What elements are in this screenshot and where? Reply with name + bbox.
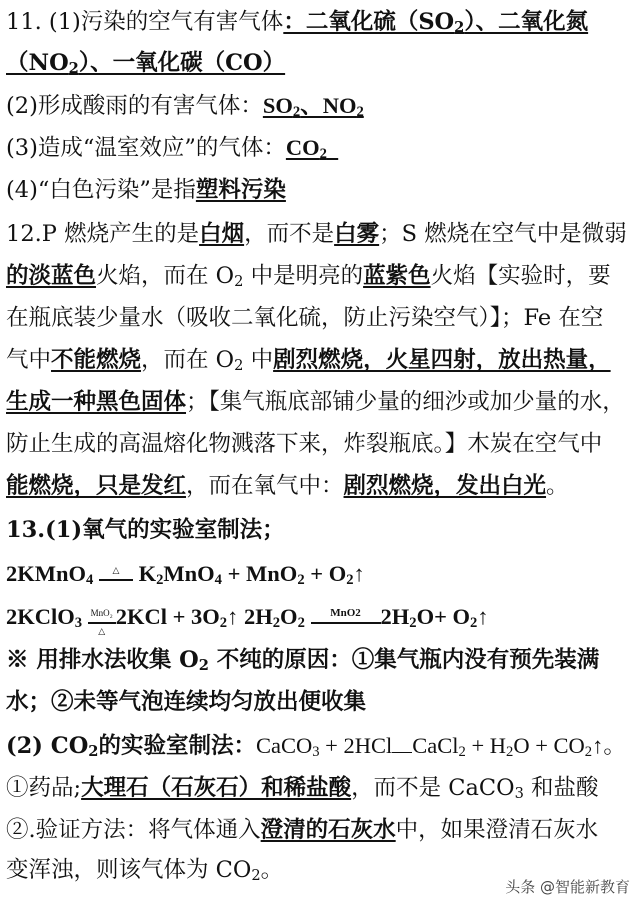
equals-bar [392, 752, 412, 753]
q11-line-2 [6, 45, 636, 87]
formula: 2H [380, 604, 410, 629]
answer-text: CO [285, 135, 320, 160]
note-text: 水；②未等气泡连续均匀放出便收集 [6, 689, 367, 715]
text: 中是明亮的 [243, 263, 364, 289]
answer-text: 、NO [300, 93, 357, 118]
condition-catalyst: MnO2 [330, 607, 361, 619]
text: ；【集气瓶底部铺少量的细沙或加少量的水， [186, 389, 625, 415]
subscript: 2 [234, 273, 244, 290]
subscript: 2 [356, 104, 364, 120]
answer-text: ）、二氧化氮 [464, 9, 589, 35]
reaction-arrow [99, 567, 133, 581]
drug-line [6, 770, 636, 812]
subscript: 2 [297, 572, 305, 588]
answer-text: 剧烈燃烧，发出白光 [343, 473, 547, 499]
equals-bar [88, 622, 116, 624]
q11-line-5 [6, 172, 636, 208]
subscript: 2 [88, 743, 99, 760]
formula: K [138, 561, 157, 586]
subscript: 2 [584, 744, 593, 760]
answer-text: 白烟 [199, 221, 245, 247]
answer-text: 塑料污染 [195, 177, 286, 203]
watermark: 头条 @智能新教育 [505, 878, 630, 896]
q11-line-4 [6, 130, 636, 172]
text: (4)“白色污染”是指 [6, 177, 196, 203]
text: 11. (1)污染的空气有害气体 [6, 9, 284, 35]
q11-line-1 [6, 4, 636, 46]
formula: 2KCl + 3O [115, 604, 220, 629]
subscript: 2 [234, 357, 244, 374]
q12-line-4 [6, 342, 636, 384]
text: ，而不是 [244, 221, 335, 247]
equals-bar [99, 579, 133, 581]
text: 气中 [6, 347, 52, 373]
subscript: 3 [514, 785, 524, 802]
reaction-arrow [311, 607, 381, 624]
condition-catalyst: MnO₂ [90, 608, 113, 618]
formula: ↑。 [592, 733, 626, 758]
subscript: 4 [214, 572, 222, 588]
subscript: 2 [156, 572, 164, 588]
subscript: 2 [319, 146, 327, 162]
subscript: 2 [292, 104, 301, 120]
formula: O+ O [416, 604, 471, 629]
q11-line-3 [6, 88, 636, 130]
text: 的实验室制法： [98, 733, 256, 759]
q12-line-1 [6, 216, 636, 252]
gas-arrow: ↑ [353, 561, 365, 586]
reaction-arrow [88, 608, 116, 636]
subscript: 2 [458, 744, 466, 760]
subscript: 3 [312, 744, 320, 760]
answer-text: 剧烈燃烧，火星四射，放出热量， [273, 347, 611, 373]
formula: CaCO [255, 733, 313, 758]
text: (2)形成酸雨的有害气体： [6, 93, 263, 119]
formula: O + CO [513, 733, 585, 758]
text: (3)造成“温室效应”的气体： [6, 135, 286, 161]
text: 12.P 燃烧产生的是 [6, 221, 200, 247]
subscript: 2 [454, 19, 465, 36]
equation-kclo3-h2o2 [6, 599, 636, 641]
text: 。 [260, 857, 284, 883]
answer-blank [327, 135, 338, 160]
text: 防止生成的高温熔化物溅落下来，炸裂瓶底。】木炭在空气中 [6, 431, 603, 457]
condition-heat: △ [98, 626, 106, 636]
subscript: 2 [297, 615, 305, 631]
condition-heat: △ [112, 565, 120, 575]
text: 。 [546, 473, 569, 499]
subscript: 2 [470, 615, 478, 631]
q12-line-5 [6, 384, 636, 420]
equation-kmno4 [6, 556, 636, 598]
answer-text: ）、一氧化碳（CO） [78, 50, 286, 76]
note-text: 不纯的原因：①集气瓶内没有预先装满 [208, 647, 600, 673]
q12-line-6 [6, 426, 636, 462]
text: ，而在 O [141, 347, 235, 373]
answer-text: SO [262, 93, 293, 118]
gas-arrow: ↑ [477, 604, 489, 629]
subscript: 2 [198, 657, 209, 674]
text: ②.验证方法：将气体通入 [6, 817, 261, 843]
formula: 2KMnO [6, 561, 87, 586]
q13-title [6, 512, 636, 548]
section-heading: 13.(1)氧气的实验室制法； [6, 517, 285, 543]
formula: + 2HCl [319, 733, 393, 758]
subscript: 2 [219, 615, 228, 631]
text: ，而在氧气中： [186, 473, 344, 499]
answer-text: ：二氧化硫（SO [283, 9, 455, 35]
verify-line-1 [6, 812, 636, 848]
formula: 2KClO [6, 604, 75, 629]
equals-bar [311, 622, 381, 624]
formula: CaCl [412, 733, 459, 758]
answer-text: 生成一种黑色固体 [6, 389, 187, 415]
answer-text: 蓝紫色 [363, 263, 431, 289]
subscript: 2 [506, 744, 514, 760]
q12-line-2 [6, 258, 636, 300]
text: 中 [243, 347, 274, 373]
formula: + O [304, 561, 347, 586]
text: 火焰，而在 O [96, 263, 235, 289]
answer-text: 能燃烧，只是发红 [6, 473, 187, 499]
formula: O [280, 604, 298, 629]
subscript: 2 [346, 572, 354, 588]
answer-text: 大理石（石灰石）和稀盐酸 [81, 775, 352, 801]
answer-text: （NO [6, 50, 69, 76]
text: ①药品; [6, 775, 82, 801]
formula: ↑ 2H [227, 604, 273, 629]
subscript: 2 [272, 615, 281, 631]
text: ，而不是 CaCO [351, 775, 515, 801]
answer-text: 不能燃烧 [51, 347, 142, 373]
text: 和盐酸 [523, 775, 599, 801]
note-text: ※ 用排水法收集 O [6, 647, 199, 673]
formula: MnO [163, 561, 215, 586]
co2-line [6, 728, 636, 770]
subscript: 3 [74, 615, 83, 631]
reaction-arrow [392, 738, 412, 753]
q12-line-3 [6, 300, 636, 336]
text: 火焰【实验时，要 [430, 263, 611, 289]
note-line-1 [6, 642, 636, 684]
text: (2) CO [6, 733, 89, 759]
note-line-2 [6, 684, 636, 720]
q12-line-7 [6, 468, 636, 504]
answer-text: 澄清的石灰水 [260, 817, 396, 843]
subscript: 2 [68, 60, 79, 77]
text: 变浑浊，则该气体为 CO [6, 857, 252, 883]
answer-text: 的淡蓝色 [6, 263, 97, 289]
subscript: 2 [251, 867, 261, 884]
subscript: 2 [409, 615, 417, 631]
formula: + MnO [221, 561, 298, 586]
text: 在瓶底装少量水（吸收二氧化硫，防止污染空气）】；Fe 在空 [6, 305, 604, 331]
answer-text: 白雾 [334, 221, 380, 247]
subscript: 4 [86, 572, 94, 588]
text: ；S 燃烧在空气中是微弱 [379, 221, 627, 247]
text: 中，如果澄清石灰水 [395, 817, 599, 843]
formula: + H [465, 733, 507, 758]
